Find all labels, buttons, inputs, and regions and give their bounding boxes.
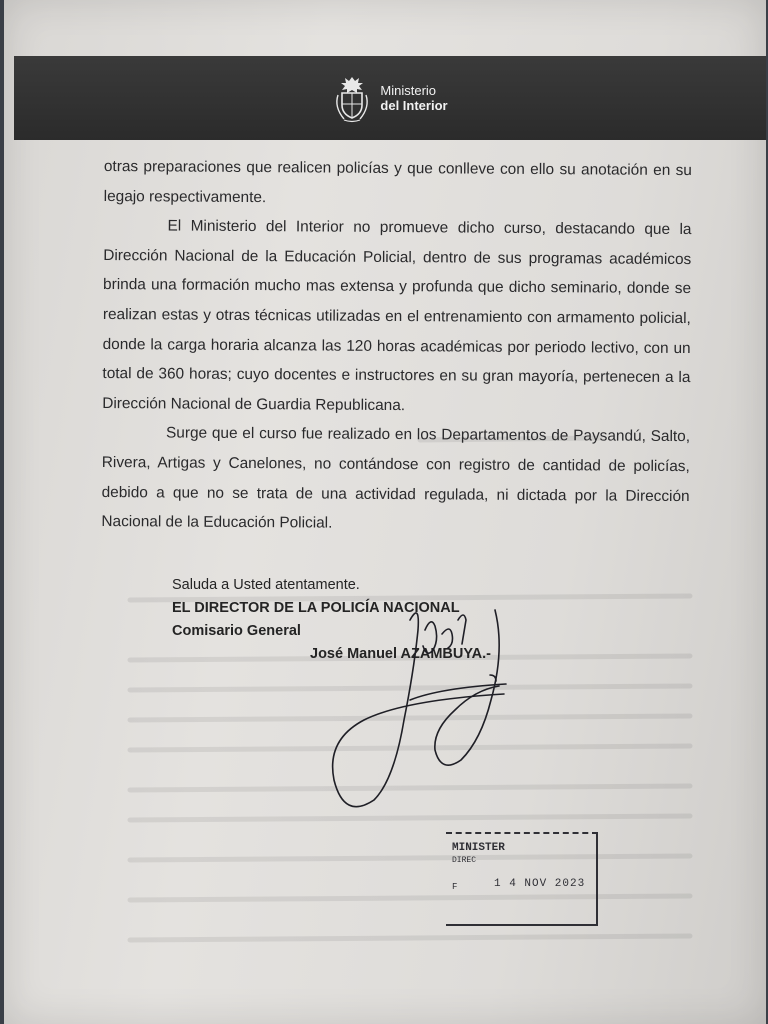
- paragraph-3: Surge que el curso fue realizado en los Departamentos de Paysandú, Salto, Rivera, Artigas y Canelones, no contándose con registro de cantidad de policías, debido a que no se trata de una actividad regulada, ni dictada por la Dirección Nacional de la Educación Policial.: [101, 424, 691, 532]
- paragraph-1: otras preparaciones que realicen policías y que conlleve con ello su anotación en su legajo respectivamente.: [103, 157, 692, 206]
- stamp-subtitle: DIREC: [452, 856, 477, 865]
- signer-name: José Manuel AZAMBUYA.-: [310, 646, 492, 662]
- ministry-name-line2: del Interior: [380, 98, 448, 113]
- ministry-logo: [332, 73, 447, 123]
- stamp-mark: F: [452, 882, 458, 892]
- stamp-title: MINISTER: [452, 842, 505, 854]
- letter-body: [101, 152, 692, 541]
- handwritten-signature: [260, 590, 520, 810]
- signer-position: EL DIRECTOR DE LA POLICÍA NACIONAL: [172, 600, 460, 616]
- ministry-name-line1: Ministerio: [380, 83, 437, 98]
- received-stamp: [446, 832, 598, 926]
- closing-greeting: Saluda a Usted atentamente.: [172, 577, 360, 593]
- letterhead-banner: [14, 56, 766, 140]
- ministry-name: [380, 83, 447, 113]
- paragraph-2: El Ministerio del Interior no promueve dicho curso, destacando que la Dirección Nacional de la Educación Policial, dentro de sus programas académicos brinda una formación mucho mas extensa y profunda que dicho seminario, donde se realizan estas y otras técnicas utilizadas en el entrenamiento con armamento policial, donde la carga horaria alcanza las 120 horas académicas por periodo lectivo, con un total de 360 horas; cuyo docentes e instructores en su gran mayoría, pertenecen a la Dirección Nacional de Guardia Republicana.: [102, 217, 692, 414]
- signer-rank: Comisario General: [172, 623, 301, 639]
- stamp-date: 1 4 NOV 2023: [494, 878, 586, 890]
- coat-of-arms-icon: [332, 73, 372, 123]
